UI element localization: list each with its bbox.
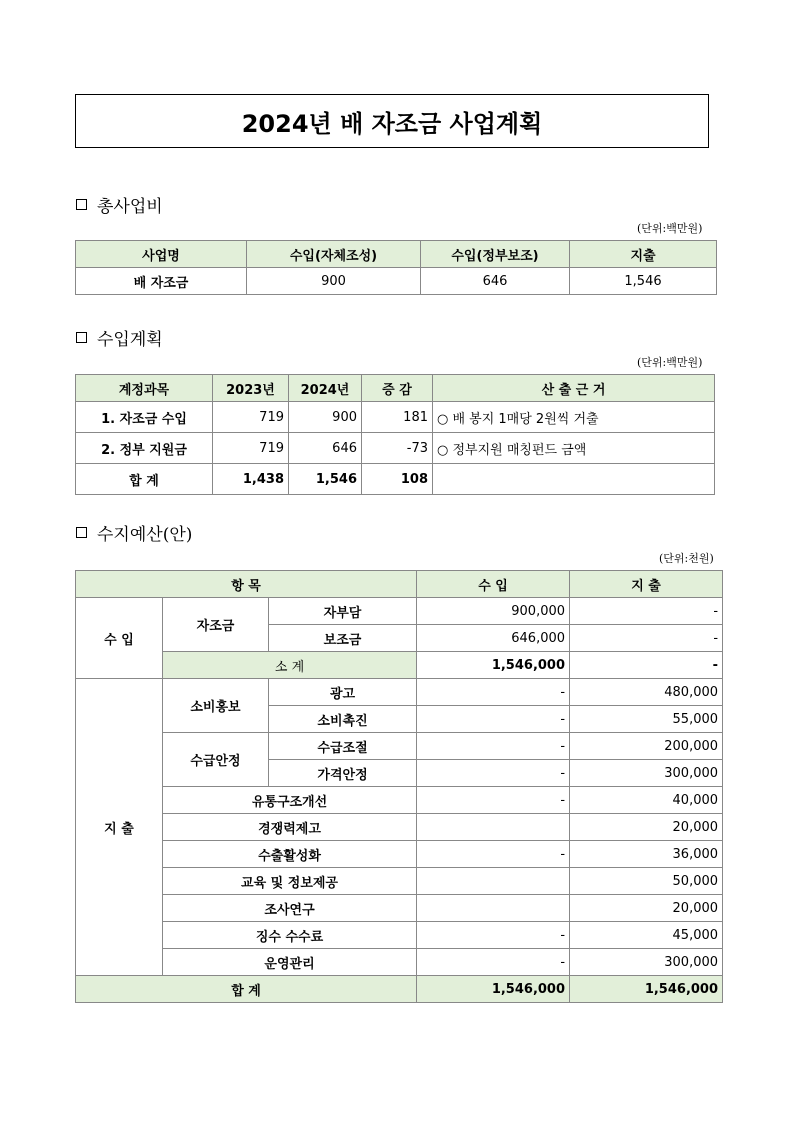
- section-heading-text: 수지예산(안): [97, 525, 193, 545]
- cell: [417, 814, 570, 841]
- cell: 200,000: [570, 733, 723, 760]
- cell: 900: [289, 402, 362, 433]
- section-heading-text: 총사업비: [97, 197, 163, 217]
- item-cell: 조사연구: [163, 895, 417, 922]
- total-label: 합 계: [76, 976, 417, 1003]
- unit-label: (단위:백만원): [637, 222, 703, 235]
- cell: 1,546: [289, 464, 362, 495]
- cell: 1. 자조금 수입: [76, 402, 213, 433]
- total-budget-table: [75, 240, 717, 295]
- item-cell: 광고: [269, 679, 417, 706]
- cell: -: [570, 625, 723, 652]
- cell: 1,546,000: [417, 976, 570, 1003]
- item-cell: 자부담: [269, 598, 417, 625]
- subtotal-row: [76, 652, 723, 679]
- table-row: [76, 949, 723, 976]
- income-label-cell: 수 입: [76, 598, 163, 679]
- header-cell: 수입(정부보조): [421, 241, 570, 268]
- cell: -: [570, 598, 723, 625]
- unit-label: (단위:천원): [659, 552, 714, 565]
- cell: 300,000: [570, 760, 723, 787]
- income-plan-table: [75, 374, 715, 495]
- cell: 2. 정부 지원금: [76, 433, 213, 464]
- cell: 900,000: [417, 598, 570, 625]
- cell: -: [417, 760, 570, 787]
- cell: 480,000: [570, 679, 723, 706]
- cell: 719: [213, 433, 289, 464]
- header-cell: 2023년: [213, 375, 289, 402]
- header-cell: 사업명: [76, 241, 247, 268]
- cell: 300,000: [570, 949, 723, 976]
- item-cell: 수급조절: [269, 733, 417, 760]
- cell: [417, 868, 570, 895]
- cell: -: [417, 679, 570, 706]
- table-row: [76, 922, 723, 949]
- cell: -: [417, 841, 570, 868]
- expense-label-cell: 지 출: [76, 679, 163, 976]
- cell: 1,546: [570, 268, 717, 295]
- cell: 1,546,000: [570, 976, 723, 1003]
- budget-table: [75, 570, 723, 1003]
- cell: 합 계: [76, 464, 213, 495]
- table-row: [76, 598, 723, 625]
- item-cell: 운영관리: [163, 949, 417, 976]
- header-cell: 수입(자체조성): [247, 241, 421, 268]
- unit-label: (단위:백만원): [637, 356, 703, 369]
- subtotal-label: 소 계: [163, 652, 417, 679]
- table-row: [76, 868, 723, 895]
- checkbox-square-icon: [76, 199, 87, 210]
- table-row: [76, 895, 723, 922]
- cell: 646: [421, 268, 570, 295]
- cell: 900: [247, 268, 421, 295]
- cell: -: [417, 949, 570, 976]
- table-row: [76, 402, 715, 433]
- checkbox-square-icon: [76, 527, 87, 538]
- cell: -73: [362, 433, 433, 464]
- cell: [417, 895, 570, 922]
- cell: 50,000: [570, 868, 723, 895]
- cell: 45,000: [570, 922, 723, 949]
- table-row: [76, 787, 723, 814]
- table-row: [76, 268, 717, 295]
- checkbox-square-icon: [76, 332, 87, 343]
- header-cell: 증 감: [362, 375, 433, 402]
- table-row: [76, 841, 723, 868]
- cell: 1,546,000: [417, 652, 570, 679]
- cell: 646: [289, 433, 362, 464]
- cell: -: [417, 733, 570, 760]
- cell: -: [417, 787, 570, 814]
- section-heading-income-plan: [76, 325, 163, 350]
- item-cell: 소비촉진: [269, 706, 417, 733]
- header-cell: 수 입: [417, 571, 570, 598]
- page-title: 2024년 배 자조금 사업계획: [75, 94, 709, 148]
- header-cell: 2024년: [289, 375, 362, 402]
- cell: 646,000: [417, 625, 570, 652]
- header-cell: 항 목: [76, 571, 417, 598]
- header-cell: 계정과목: [76, 375, 213, 402]
- item-cell: 유통구조개선: [163, 787, 417, 814]
- cell: 20,000: [570, 895, 723, 922]
- item-cell: 보조금: [269, 625, 417, 652]
- cell: 55,000: [570, 706, 723, 733]
- cell: 108: [362, 464, 433, 495]
- header-cell: 지출: [570, 241, 717, 268]
- table-row: [76, 814, 723, 841]
- table-total-row: [76, 976, 723, 1003]
- item-cell: 징수 수수료: [163, 922, 417, 949]
- cell: -: [570, 652, 723, 679]
- cell: 1,438: [213, 464, 289, 495]
- table-total-row: [76, 464, 715, 495]
- cell: 20,000: [570, 814, 723, 841]
- section-heading-total: [76, 192, 163, 217]
- cell: 배 자조금: [76, 268, 247, 295]
- cell: -: [417, 922, 570, 949]
- table-header-row: [76, 375, 715, 402]
- cell: 719: [213, 402, 289, 433]
- table-header-row: [76, 571, 723, 598]
- cell: ○ 배 봉지 1매당 2원씩 거출: [433, 402, 715, 433]
- table-row: [76, 679, 723, 706]
- table-header-row: [76, 241, 717, 268]
- cell: 36,000: [570, 841, 723, 868]
- header-cell: 지 출: [570, 571, 723, 598]
- item-cell: 수출활성화: [163, 841, 417, 868]
- cell: ○ 정부지원 매칭펀드 금액: [433, 433, 715, 464]
- cell: 181: [362, 402, 433, 433]
- section-heading-text: 수입계획: [97, 330, 163, 350]
- header-cell: 산 출 근 거: [433, 375, 715, 402]
- cell: [433, 464, 715, 495]
- table-row: [76, 433, 715, 464]
- group-cell: 소비홍보: [163, 679, 269, 733]
- group-cell: 자조금: [163, 598, 269, 652]
- item-cell: 교육 및 정보제공: [163, 868, 417, 895]
- table-row: [76, 733, 723, 760]
- group-cell: 수급안정: [163, 733, 269, 787]
- section-heading-budget: [76, 520, 192, 545]
- item-cell: 경쟁력제고: [163, 814, 417, 841]
- cell: -: [417, 706, 570, 733]
- cell: 40,000: [570, 787, 723, 814]
- item-cell: 가격안정: [269, 760, 417, 787]
